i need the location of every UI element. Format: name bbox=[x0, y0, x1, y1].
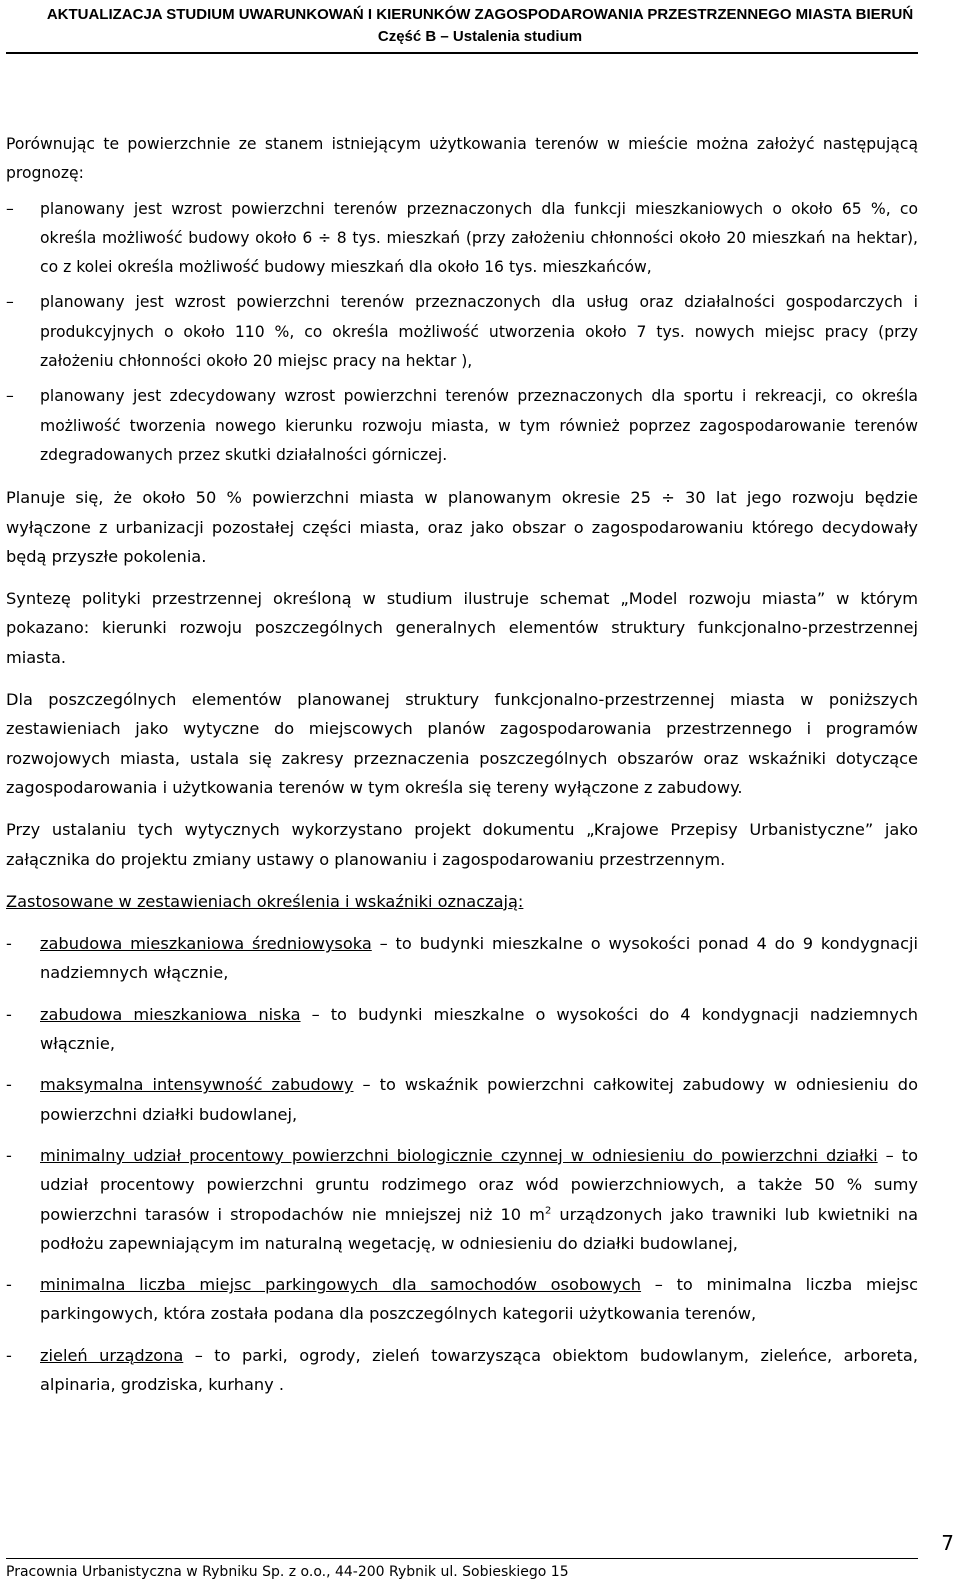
list-item: – planowany jest wzrost powierzchni terenów przeznaczonych dla funkcji mieszkaniowych o około 65 %, co określa możliwość budowy około 6 ÷ 8 tys. mieszkań (przy założeniu chłonności około 20 mieszkań na hektar), co z kolei określa możliwość budowy mieszkań dla około 16 tys. mieszkańców, bbox=[6, 199, 918, 277]
definitions-list bbox=[6, 929, 918, 1399]
definition-term: zieleń urządzona bbox=[40, 1345, 184, 1365]
body-paragraph: Dla poszczególnych elementów planowanej struktury funkcjonalno-przestrzennej miasta w poniższych zestawieniach jako wytyczne do miejscowych planów zagospodarowania przestrzennego i programów rozwojowych miasta, ustala się zakresy przeznaczenia poszczególnych obszarów oraz wskaźniki dotyczące zagospodarowania i użytkowania terenów w tym określa się tereny wyłączone z zabudowy. bbox=[6, 690, 918, 797]
definition-item: - minimalny udział procentowy powierzchni biologicznie czynnej w odniesieniu do powierzchni działki – to udział procentowy powierzchni gruntu rodzimego oraz wód powierzchniowych, a także 50 % sumy powierzchni tarasów i stropodachów nie mniejszej niż 10 $m^2$ urządzonych jako trawniki lub kwietniki na podłożu zapewniającym im naturalną wegetację, w odniesieniu do działki budowlanej, bbox=[6, 1145, 919, 1253]
definition-term: zabudowa mieszkaniowa niska bbox=[40, 1004, 301, 1024]
footer-divider bbox=[6, 1558, 918, 1559]
definitions-heading: Zastosowane w zestawieniach określenia i wskaźniki oznaczają: bbox=[6, 891, 524, 911]
definition-item: - zieleń urządzona – to parki, ogrody, zieleń towarzysząca obiektom budowlanym, zieleńce, arboreta, alpinaria, grodziska, kurhany . bbox=[6, 1345, 918, 1394]
list-item: – planowany jest zdecydowany wzrost powierzchni terenów przeznaczonych dla sportu i rekreacji, co określa możliwość tworzenia nowego kierunku rozwoju miasta, w tym również poprzez zagospodarowanie terenów zdegradowanych przez skutki działalności górniczej. bbox=[6, 387, 918, 464]
page-header bbox=[0, 4, 960, 48]
forecast-list bbox=[6, 195, 918, 471]
definition-term: zabudowa mieszkaniowa średniowysoka bbox=[40, 934, 372, 954]
definition-item: - zabudowa mieszkaniowa średniowysoka – to budynki mieszkalne o wysokości ponad 4 do 9 kondygnacji nadziemnych włącznie, bbox=[6, 934, 918, 983]
definition-term: minimalny udział procentowy powierzchni biologicznie czynnej w odniesieniu do powierzchni działki bbox=[40, 1145, 878, 1165]
list-item: – planowany jest wzrost powierzchni terenów przeznaczonych dla usług oraz działalności gospodarczych i produkcyjnych o około 110 %, co określa możliwość utworzenia około 7 tys. nowych miejsc pracy (przy założeniu chłonności około 20 miejsc pracy na hektar ), bbox=[6, 293, 918, 371]
header-subtitle: Część B – Ustalenia studium bbox=[377, 28, 583, 45]
footer-text: Pracownia Urbanistyczna w Rybniku Sp. z o.o., 44-200 Rybnik ul. Sobieskiego 15 bbox=[6, 1564, 569, 1580]
document-body bbox=[6, 130, 918, 1399]
header-divider bbox=[6, 52, 918, 54]
page-number: 7 bbox=[941, 1531, 954, 1555]
definition-item: - zabudowa mieszkaniowa niska – to budynki mieszkalne o wysokości do 4 kondygnacji nadziemnych włącznie, bbox=[6, 1004, 918, 1054]
body-paragraph: Przy ustalaniu tych wytycznych wykorzystano projekt dokumentu „Krajowe Przepisy Urbanistyczne” jako załącznika do projektu zmiany ustawy o planowaniu i zagospodarowaniu przestrzennym. bbox=[6, 820, 918, 869]
definition-item: - maksymalna intensywność zabudowy – to wskaźnik powierzchni całkowitej zabudowy w odniesieniu do powierzchni działki budowlanej, bbox=[6, 1075, 918, 1124]
header-title: AKTUALIZACJA STUDIUM UWARUNKOWAŃ I KIERUNKÓW ZAGOSPODAROWANIA PRZESTRZENNEGO MIASTA BIERUŃ bbox=[46, 6, 914, 23]
definition-term: minimalna liczba miejsc parkingowych dla samochodów osobowych bbox=[40, 1275, 642, 1295]
definition-term: maksymalna intensywność zabudowy bbox=[40, 1075, 354, 1095]
body-paragraph: Planuje się, że około 50 % powierzchni miasta w planowanym okresie 25 ÷ 30 lat jego rozwoju będzie wyłączone z urbanizacji pozostałej części miasta, oraz jako obszar o zagospodarowaniu którego decydowały będą przyszłe pokolenia. bbox=[6, 488, 918, 566]
definition-item: - minimalna liczba miejsc parkingowych dla samochodów osobowych – to minimalna liczba miejsc parkingowych, która została podana dla poszczególnych kategorii użytkowania terenów, bbox=[6, 1275, 919, 1324]
intro-paragraph: Porównując te powierzchnie ze stanem istniejącym użytkowania terenów w mieście można założyć następującą prognozę: bbox=[6, 135, 918, 183]
body-paragraph: Syntezę polityki przestrzennej określoną w studium ilustruje schemat „Model rozwoju miasta” w którym pokazano: kierunki rozwoju poszczególnych generalnych elementów struktury funkcjonalno-przestrzennej miasta. bbox=[6, 589, 918, 667]
